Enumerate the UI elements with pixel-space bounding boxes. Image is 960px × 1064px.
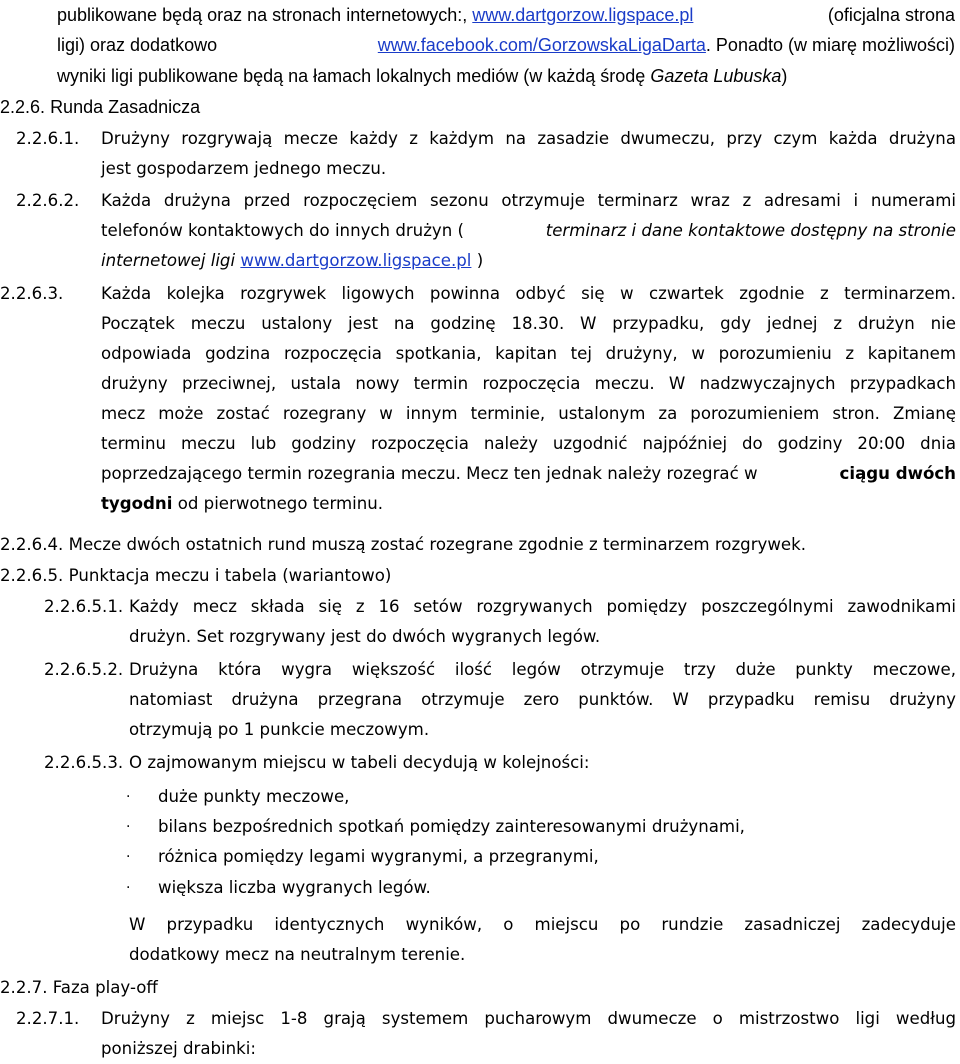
website-link[interactable]: www.dartgorzow.ligspace.pl [472, 5, 694, 25]
list-item-text: różnica pomiędzy legami wygranymi, a przegranymi, [158, 847, 599, 866]
text: drużyny przeciwnej, ustala nowy termin rozpoczęcia meczu. W nadzwyczajnych przypadkach [101, 374, 956, 393]
section-title: Runda Zasadnicza [50, 97, 201, 117]
section-number: 2.2.6. [0, 97, 46, 117]
section-number: 2.2.6.5.1. [44, 597, 124, 616]
text: ligi) oraz dodatkowo [57, 35, 218, 55]
list-item [126, 782, 956, 812]
newspaper-name: Gazeta Lubuska [650, 66, 782, 86]
bold-text: tygodni [101, 494, 173, 513]
text: od pierwotnego terminu. [177, 494, 384, 513]
section-2265 [0, 561, 391, 591]
section-number: 2.2.6.4. [0, 535, 64, 554]
bullet-icon: · [126, 789, 131, 805]
section-number: 2.2.6.2. [16, 191, 80, 210]
list-item-text: bilans bezpośrednich spotkań pomiędzy zainteresowanymi drużynami, [158, 817, 745, 836]
section-22652 [44, 655, 956, 745]
text: jest gospodarzem jednego meczu. [101, 159, 387, 178]
text: (oficjalna strona [827, 5, 955, 25]
list-item [126, 873, 956, 903]
section-title: Faza play-off [52, 978, 158, 997]
text: wyniki ligi publikowane będą na łamach lokalnych mediów (w każdą środę [57, 66, 646, 86]
text: W przypadku identycznych wyników, o miejscu po rundzie zasadniczej zadecyduje [129, 915, 956, 934]
bullet-list [126, 782, 956, 903]
text: natomiast drużyna przegrana otrzymuje zero punktów. W przypadku remisu drużyny [129, 690, 956, 709]
text: dodatkowy mecz na neutralnym terenie. [129, 945, 466, 964]
text: Początek meczu ustalony jest na godzinę 18.30. W przypadku, gdy jednej z drużyn nie [101, 314, 956, 333]
section-heading [0, 92, 200, 122]
paragraph-line [57, 0, 955, 30]
text: Każda kolejka rozgrywek ligowych powinna odbyć się w czwartek zgodnie z terminarzem. [101, 284, 956, 303]
text: . Ponadto (w miarę możliwości) [705, 35, 955, 55]
section-number: 2.2.6.3. [0, 284, 64, 303]
text: O zajmowanym miejscu w tabeli decydują w kolejności: [129, 753, 590, 772]
text: Każdy mecz składa się z 16 setów rozgrywanych pomiędzy poszczególnymi zawodnikami [129, 597, 956, 616]
section-number: 2.2.7.1. [16, 1009, 80, 1028]
section-number: 2.2.6.5. [0, 566, 64, 585]
text: mecz może zostać rozegrany w innym terminie, ustalonym za porozumieniem stron. Zmianę [101, 404, 956, 423]
text: terminu meczu lub godziny rozpoczęcia należy uzgodnić najpóźniej do godziny 20:00 dnia [101, 434, 956, 453]
paragraph [129, 910, 956, 970]
section-22653 [44, 748, 956, 778]
text: terminarz i dane kontaktowe dostępny na stronie [545, 221, 956, 240]
text: drużyn. Set rozgrywany jest do dwóch wygranych legów. [129, 627, 601, 646]
bullet-icon: · [126, 849, 131, 865]
paragraph-line [57, 30, 955, 60]
section-2261 [16, 124, 956, 184]
text: publikowane będą oraz na stronach internetowych:, [57, 5, 468, 25]
bullet-icon: · [126, 819, 131, 835]
text: internetowej ligi [101, 251, 236, 270]
text: Mecze dwóch ostatnich rund muszą zostać rozegrane zgodnie z terminarzem rozgrywek. [68, 535, 807, 554]
section-22651 [44, 592, 956, 652]
bullet-icon: · [126, 880, 131, 896]
section-2264 [0, 530, 806, 560]
text: poniższej drabinki: [101, 1039, 256, 1058]
text: telefonów kontaktowych do innych drużyn ( [101, 221, 464, 240]
list-item [126, 842, 956, 873]
section-2263 [0, 279, 956, 519]
text: Punktacja meczu i tabela (wariantowo) [68, 566, 392, 585]
list-item-text: większa liczba wygranych legów. [158, 878, 431, 897]
section-2271 [16, 1004, 956, 1064]
section-number: 2.2.6.5.3. [44, 753, 124, 772]
list-item-text: duże punkty meczowe, [158, 787, 350, 806]
text: Drużyny rozgrywają mecze każdy z każdym na zasadzie dwumeczu, przy czym każda drużyna [101, 129, 956, 148]
section-heading [0, 973, 158, 1003]
website-link[interactable]: www.dartgorzow.ligspace.pl [240, 251, 472, 270]
paragraph-line: wyniki ligi publikowane będą na łamach lokalnych mediów (w każdą środę Gazeta Lubuska) [57, 66, 788, 86]
bold-text: ciągu dwóch [839, 464, 956, 483]
text: Drużyny z miejsc 1-8 grają systemem pucharowym dwumecze o mistrzostwo ligi według [101, 1009, 956, 1028]
text: Każda drużyna przed rozpoczęciem sezonu otrzymuje terminarz wraz z adresami i numerami [101, 191, 956, 210]
section-number: 2.2.6.5.2. [44, 660, 124, 679]
section-number: 2.2.6.1. [16, 129, 80, 148]
section-2262: 2.2.6.2. Każda drużyna przed rozpoczęciem sezonu otrzymuje terminarz wraz z adresami i numerami telefonów kontaktowych do innych drużyn ( terminarz i dane kontaktowe dostępny na stronie internetowej ligi www.dartgorzow.ligspace.pl ) [16, 186, 956, 276]
text: otrzymują po 1 punkcie meczowym. [129, 720, 430, 739]
text: poprzedzającego termin rozegrania meczu. Mecz ten jednak należy rozegrać w [101, 464, 758, 483]
list-item [126, 812, 956, 842]
facebook-link[interactable]: www.facebook.com/GorzowskaLigaDarta [377, 35, 706, 55]
text: odpowiada godzina rozpoczęcia spotkania, kapitan tej drużyny, w porozumieniu z kapitanem [101, 344, 956, 363]
text: Drużyna która wygra większość ilość legów otrzymuje trzy duże punkty meczowe, [129, 660, 956, 679]
section-number: 2.2.7. [0, 978, 48, 997]
